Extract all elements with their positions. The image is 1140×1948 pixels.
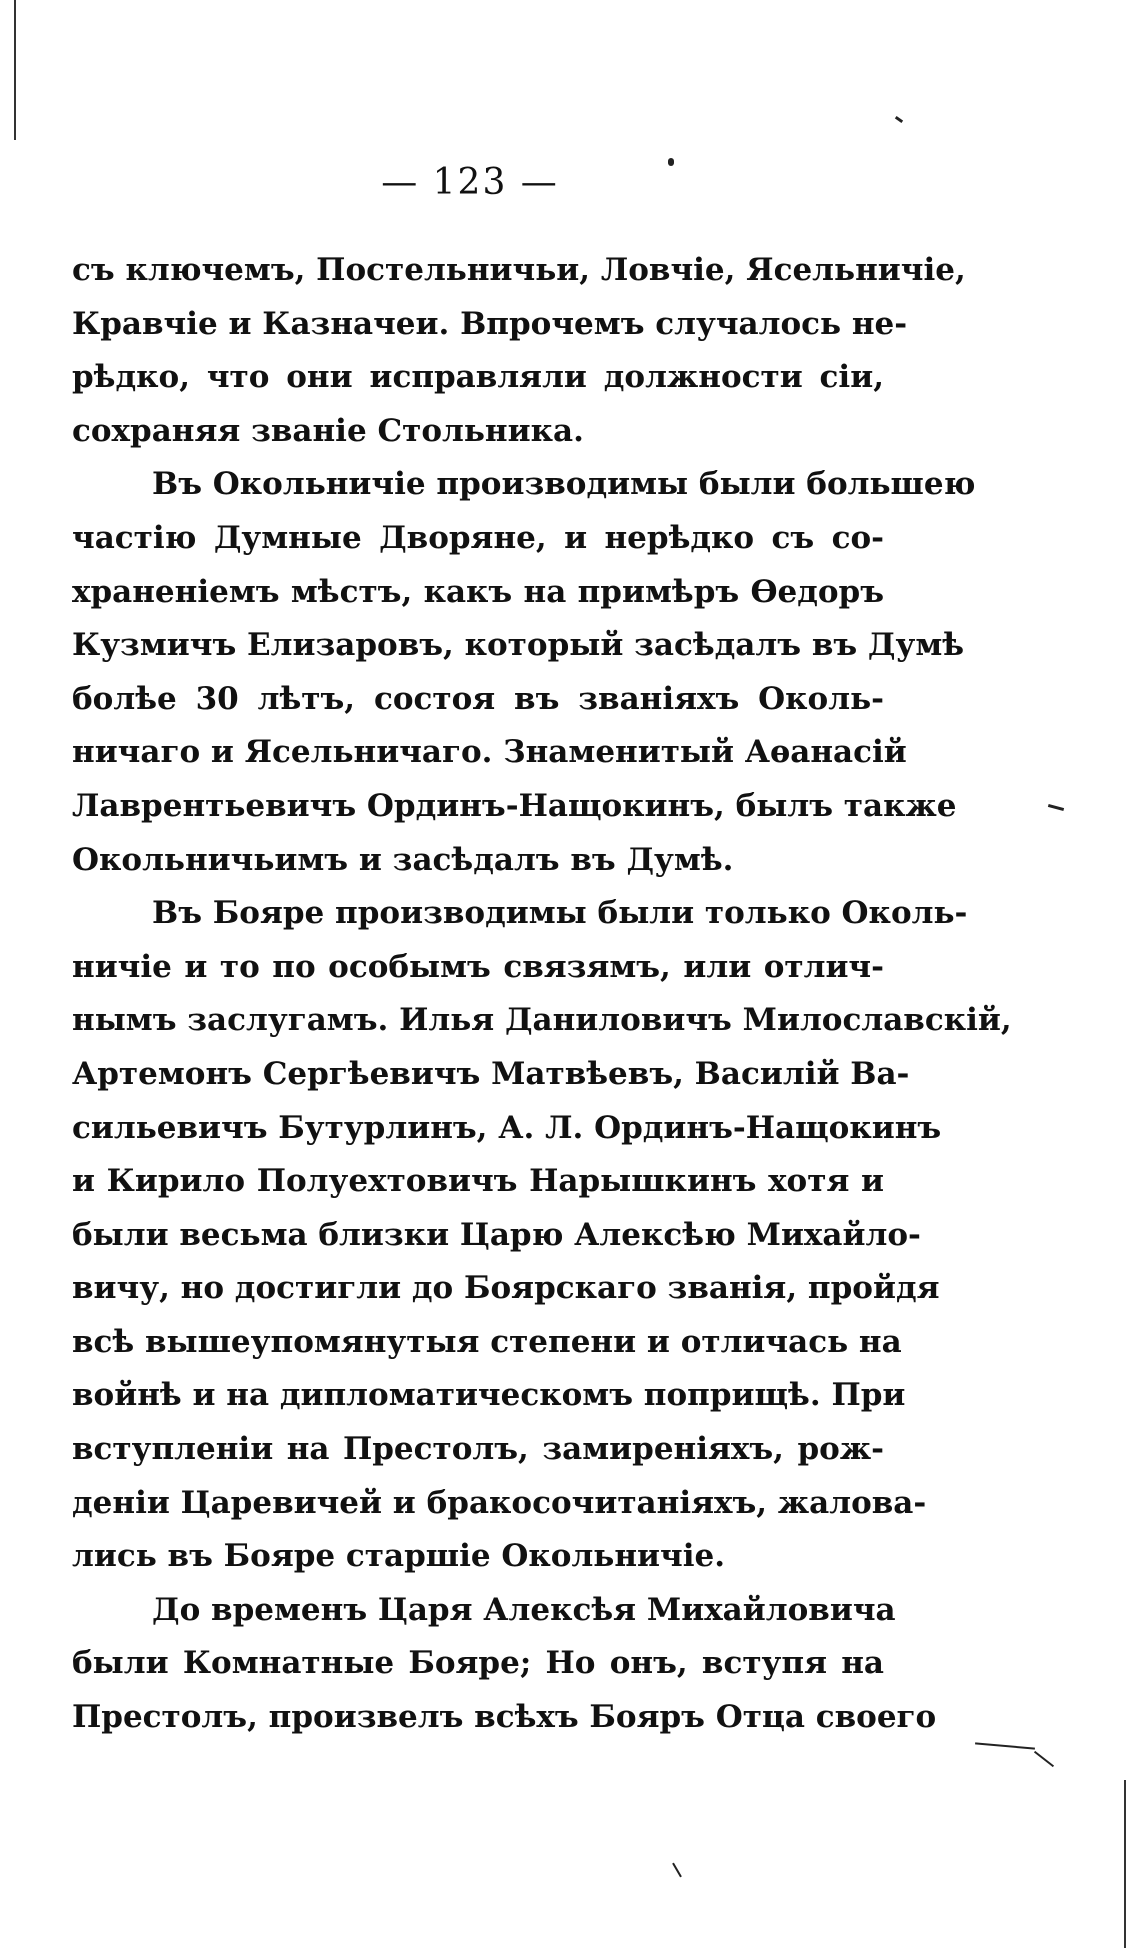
text-line: вступленіи на Престолъ, замиреніяхъ, рож- bbox=[72, 1431, 884, 1468]
text-line: вичу, но достигли до Боярскаго званія, пройдя bbox=[72, 1270, 940, 1307]
text-line: всѣ вышеупомянутыя степени и отличась на bbox=[72, 1323, 902, 1360]
text-line: Окольничьимъ и засѣдалъ въ Думѣ. bbox=[72, 841, 734, 878]
scan-speck bbox=[975, 1742, 1035, 1749]
scan-speck bbox=[672, 1863, 682, 1878]
text-line: сильевичъ Бутурлинъ, А. Л. Ординъ-Нащокинъ bbox=[72, 1109, 942, 1146]
text-line: были весьма близки Царю Алексѣю Михайло- bbox=[72, 1216, 921, 1253]
text-line: были Комнатные Бояре; Но онъ, вступя на bbox=[72, 1645, 884, 1682]
text-line: храненіемъ мѣстъ, какъ на примѣръ Ѳедоръ bbox=[72, 573, 884, 610]
text-line: частію Думные Дворяне, и нерѣдко съ со- bbox=[72, 519, 884, 556]
scan-edge-mark bbox=[14, 0, 16, 140]
text-line: нымъ заслугамъ. Илья Даниловичъ Милославскій, bbox=[72, 1002, 1012, 1039]
scan-speck bbox=[1034, 1751, 1054, 1767]
text-line: Артемонъ Сергѣевичъ Матвѣевъ, Василій Ва- bbox=[72, 1055, 910, 1092]
body-text bbox=[72, 244, 1012, 1745]
scan-speck bbox=[668, 158, 674, 166]
text-line: и Кирило Полуехтовичъ Нарышкинъ хотя и bbox=[72, 1163, 884, 1200]
text-line: Престолъ, произвелъ всѣхъ Бояръ Отца своего bbox=[72, 1699, 937, 1736]
text-line: съ ключемъ, Постельничьи, Ловчіе, Ясельничіе, bbox=[72, 252, 966, 288]
text-line: Въ Бояре производимы были только Околь- bbox=[152, 895, 968, 932]
scan-edge-mark bbox=[1124, 1780, 1126, 1948]
text-line: деніи Царевичей и бракосочитаніяхъ, жалова- bbox=[72, 1484, 927, 1521]
text-line: лись въ Бояре старшіе Окольничіе. bbox=[72, 1538, 726, 1575]
text-line: Кузмичъ Елизаровъ, который засѣдалъ въ Думѣ bbox=[72, 627, 965, 664]
text-line: Въ Окольничіе производимы были большею bbox=[152, 466, 976, 503]
scan-speck bbox=[895, 116, 903, 123]
page-number: — 123 — bbox=[381, 162, 559, 203]
text-line: рѣдко, что они исправляли должности сіи, bbox=[72, 359, 884, 396]
text-line: ничіе и то по особымъ связямъ, или отлич- bbox=[72, 948, 884, 985]
text-line: сохраняя званіе Стольника. bbox=[72, 412, 584, 449]
text-line: Кравчіе и Казначеи. Впрочемъ случалось не- bbox=[72, 305, 908, 342]
text-line: войнѣ и на дипломатическомъ поприщѣ. При bbox=[72, 1377, 906, 1414]
scan-speck bbox=[1048, 804, 1064, 811]
text-line: Лаврентьевичъ Ординъ-Нащокинъ, былъ также bbox=[72, 787, 957, 824]
text-line: До временъ Царя Алексѣя Михайловича bbox=[152, 1591, 896, 1628]
text-line: ничаго и Ясельничаго. Знаменитый Аѳанасій bbox=[72, 734, 907, 771]
text-line: болѣе 30 лѣтъ, состоя въ званіяхъ Околь- bbox=[72, 680, 884, 717]
